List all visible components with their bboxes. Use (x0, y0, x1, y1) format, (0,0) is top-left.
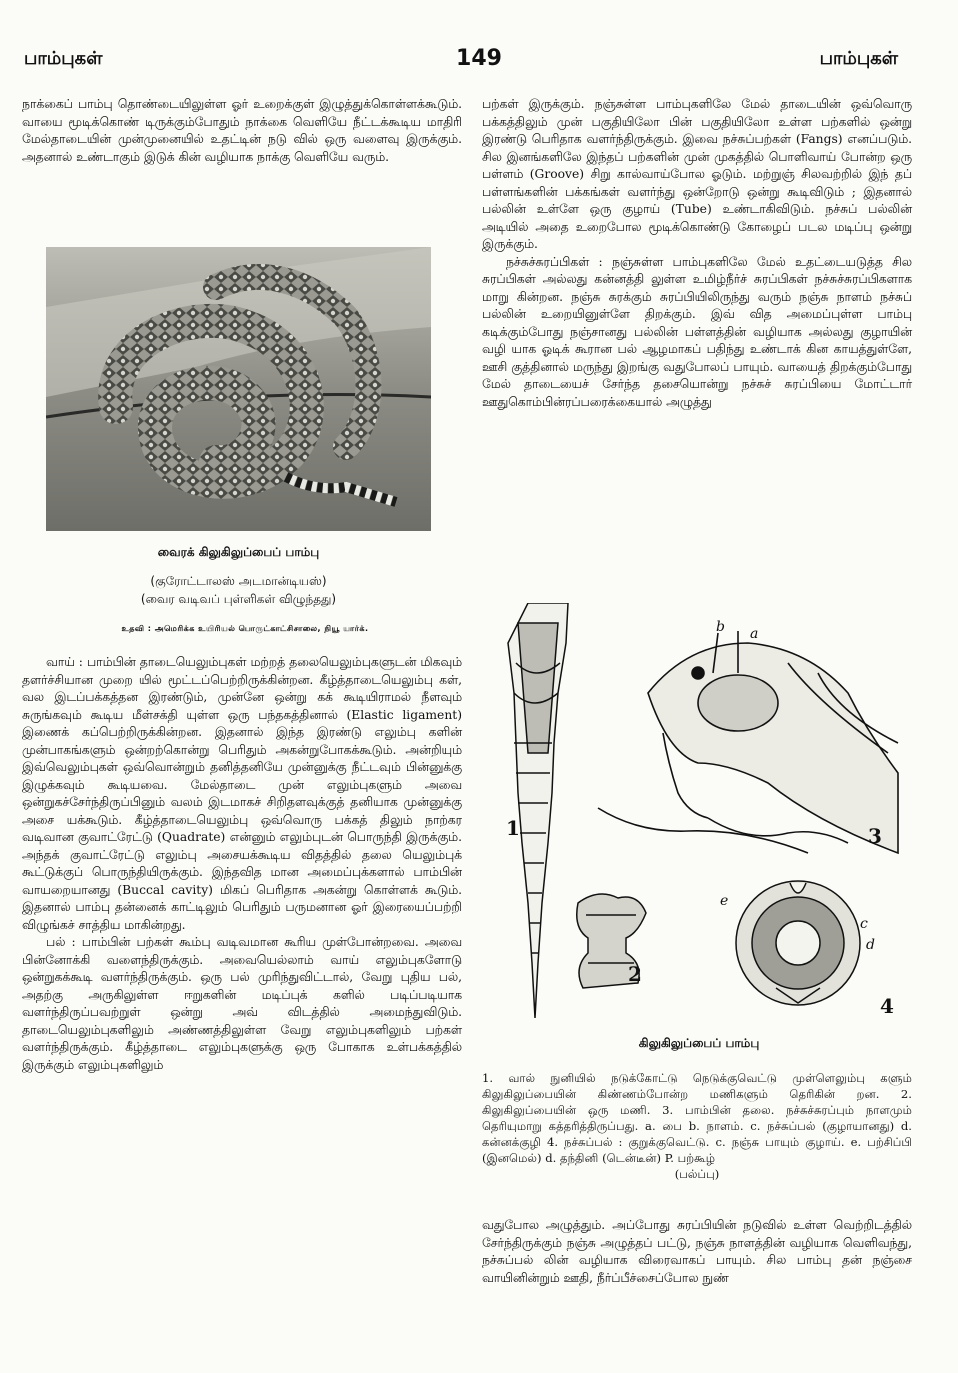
left-column-bottom-text (22, 654, 462, 1074)
snake-head-figure (598, 631, 898, 853)
figure-label-1: 1 (506, 816, 520, 840)
rattlesnake-photo (46, 247, 431, 531)
rattle-section-figure (508, 603, 568, 1018)
photo-caption-title: வைரக் கிலுகிலுப்பைப் பாம்பு (157, 545, 320, 559)
running-header-right: பாம்புகள் (819, 48, 898, 69)
diagram-legend (482, 1070, 912, 1182)
paragraph-teeth: பல் : பாம்பின் பற்கள் கூம்பு வடிவமான கூரிய முள்போன்றவை. அவை பின்னோக்கி வளைந்திருக்கும். அவையெல்லாம் வாய் எலும்புகளோடு ஒன்றுகக்கூடி வளர்ந்திருக்கும். ஒரு பல் முரிந்துவிட்டால், வேறு புதிய பல், அதற்கு அருகிலுள்ள ஈறுகளின் மடிப்புக் களில் படிப்படியாக வளர்ந்திருப்பவற்றுள் ஒன்று அவ் விடத்தில் அமைந்துவிடும். தாடையெலும்புகளிலும் அண்ணத்திலுள்ள வேறு எலும்புகளிலும் பற்கள் வளர்ந்திருக்கும். கீழ்த்தாடை எலும்புகளுக்கு ஒரு போகாக உள்பக்கத்தில் இருக்கும் எலும்புகளிலும் (22, 935, 462, 1072)
legend-text: 1. வால் நுனியில் நடுக்கோட்டு நெடுக்குவெட்டு முள்ளெலும்பு களும் கிலுகிலுப்பையின் கிண்ணம்போன்ற மணிகளும் தெரிகின் றன. 2. கிலுகிலுப்பையின் ஒரு மணி. 3. பாம்பின் தலை. நச்சுச்சுரப்பும் நாளமும் தெரியுமாறு கத்தரித்திருப்பது. a. பை b. நாளம். c. நச்சுப்பல் (குழாயானது) d. கன்னக்குழி 4. நச்சுப்பல் : குறுக்குவெட்டு. c. நஞ்சு பாயும் குழாய். e. பற்சிப்பி (இனமெல்) d. தந்தினி (டென்டீன்) P. பற்கூழ் (482, 1071, 912, 1165)
paragraph-venom-glands: நச்சுச்சுரப்பிகள் : நஞ்சுள்ள பாம்புகளிலே மேல் உதட்டையடுத்த சில சுரப்பிகள் அல்லது கன்னத்தி லுள்ள உமிழ்நீர்ச் சுரப்பிகள் நச்சுச்சுரப்பிகளாக மாறு கின்றன. நஞ்சு சுரக்கும் சுரப்பியிலிருந்து வரும் நஞ்சு நாளம் நச்சுப் பல்லின் உறையினுள்ளே திறக்கும். இவ் வித அமைப்புள்ள பாம்பு கடிக்கும்போது நஞ்சானது பல்லின் பள்ளத்தின் வழியாக அல்லது குழாயின் வழி யாக ஓடிக் கூரான பல் ஆழமாகப் பதிந்து உண்டாக் கின காயத்துள்ளே, ஊசி குத்தினால் மருந்து இறங்கு வதுபோலப் பாயும். வாயைத் திறக்கும்போது மேல் தாடையைச் சேர்ந்த தசையொன்று நச்சுச் சுரப்பியை மோட்டார் ஊதுகொம்பின்ரப்பரைக்கையால் அழுத்து (482, 254, 912, 409)
legend-text-end: (பல்ப்பு) (674, 1167, 720, 1181)
left-column-top-text (22, 96, 462, 166)
paragraph-venom-ejection: வதுபோல அழுத்தும். அப்போது சுரப்பியின் நடுவில் உள்ள வெற்றிடத்தில் சேர்ந்திருக்கும் நஞ்சு அழுத்தப் பட்டு, நஞ்சு நாளத்தின் வழியாக வெளிவந்து, நச்சுப்பல் லின் வழியாக விரைவாகப் பாயும். சில பாம்பு தன் நஞ்சை வாயினின்றும் ஊதி, நீர்ப்பீச்சைப்போல நுண் (482, 1218, 912, 1285)
figure-letter-c: c (860, 916, 868, 932)
right-column-top-text (482, 96, 912, 411)
right-column-bottom-text (482, 1217, 912, 1287)
paragraph-fangs: பற்கள் இருக்கும். நஞ்சுள்ள பாம்புகளிலே மேல் தாடையின் ஒவ்வொரு பக்கத்திலும் முன் பகுதியிலோ பின் பகுதியிலோ உள்ள பற்களில் ஒன்று இரண்டு பெரிதாக வளர்ந்திருக்கும். இவை நச்சுப்பற்கள் (Fangs) எனப்படும். சில இனங்களிலே இந்தப் பற்களின் முன் முகத்தில் பொளிவாய் போன்ற ஒரு பள்ளம் (Groove) சிறு கால்வாய்போல ஓடும். மற்றுஞ் சிலவற்றில் இந் தப் பள்ளங்களின் பக்கங்கள் வளர்ந்து ஒன்றோடு ஒன்று கூடிவிடும் ; இதனால் பல்லின் உள்ளே ஒரு குழாய் (Tube) உண்டாகிவிடும். நச்சுப் பல்லின் அடியில் அதை உறைபோல மூடிக்கொண்டு கோழைப் படல மடிப்பு ஒன்று இருக்கும். (482, 97, 912, 251)
running-header-left: பாம்புகள் (24, 48, 103, 69)
figure-label-2: 2 (628, 962, 642, 986)
fang-cross-section-figure (736, 881, 860, 1005)
figure-letter-b: b (716, 619, 725, 635)
photo-credit: உதவி : அமெரிக்க உயிரியல் பொருட்காட்சிசாலை, நியூ யார்க். (121, 624, 369, 633)
paragraph: நாக்கைப் பாம்பு தொண்டையிலுள்ள ஓர் உறைக்குள் இழுத்துக்கொள்ளக்கூடும். வாயை மூடிக்கொண் டிருக்கும்போதும் நாக்கை வெளியே நீட்டக்கூடிய மாதிரி மேல்தாடையின் முன்முனையில் உதட்டின் நடு வில் ஒரு வளைவு இருக்கும். அதனால் உண்டாகும் இடுக் கின் வழியாக நாக்கு வெளியே வரும். (22, 97, 462, 164)
photo-caption-scientific-name: (குரோட்டாலஸ் அடமான்டியஸ்) (150, 574, 327, 588)
diagram-caption-title: கிலுகிலுப்பைப் பாம்பு (638, 1036, 760, 1050)
page-number: 149 (456, 46, 502, 71)
rattlesnake-anatomy-diagram (488, 603, 910, 1026)
figure-letter-e: e (720, 893, 729, 909)
figure-label-3: 3 (868, 824, 882, 848)
figure-letter-a: a (750, 626, 759, 642)
paragraph-mouth: வாய் : பாம்பின் தாடையெலும்புகள் மற்றத் தலையெலும்புகளுடன் மிகவும் தளர்ச்சியான முறை யில் மூட்டப்பெற்றிருக்கின்றன. கீழ்த்தாடையெலும்பு கள், வல இடப்பக்கத்தன இரண்டும், முன்னே ஒன்று கக் கூடியிராமல் நீளவும் சுருங்கவும் கூடிய மீள்சக்தி யுள்ள ஒரு பந்தகத்தினால் (Elastic ligament) இணைக் கப்பெற்றிருக்கின்றன. இதனால் இந்த இரண்டு எலும்பு களின் முன்பாகங்களும் ஒன்றற்கொன்று பெரிதும் அகன்றுபோகக்கூடும். அன்றியும் இவ்வெலும்புகள் ஒவ்வொன்றும் தனித்தனியே முன்னுக்கு நீட்டவும் பின்னுக்கு இழுக்கவும் கூடியவை. மேல்தாடை முன் எலும்புகளும் அவை ஒன்றுகச்சேர்ந்திருப்பினும் வலம் இடமாகச் சிறிதளவுக்குத் தனியாக முன்னுக்கு அசை யக்கூடும். கீழ்த்தாடையெலும்பு ஒவ்வொரு பக்கத் திலும் நாற்கர வடிவான குவாட்ரேட்டு (Quadrate) என்னும் எலும்புடன் பொருந்தி இருக்கும். அந்தக் குவாட்ரேட்டு எலும்பு அசையக்கூடிய விதத்தில் தலை யெலும்புக் கூட்டுக்குப் பொருந்தியிருக்கும். இந்தவித மான அமைப்புக்களால் பாம்பின் வாயறையானது (Buccal cavity) மிகப் பெரிதாக அகன்று கொள்ளக் கூடும். இதனால் பாம்பு தன்னைக் காட்டிலும் பெரிதும் பருமனான ஓர் இரையைப்பற்றி விழுங்கச் சாத்திய மாகின்றது. (22, 655, 462, 932)
figure-letter-d: d (866, 937, 875, 953)
figure-label-4: 4 (880, 994, 894, 1018)
photo-caption-description: (வைர வடிவப் புள்ளிகள் விழுந்தது) (140, 592, 337, 606)
